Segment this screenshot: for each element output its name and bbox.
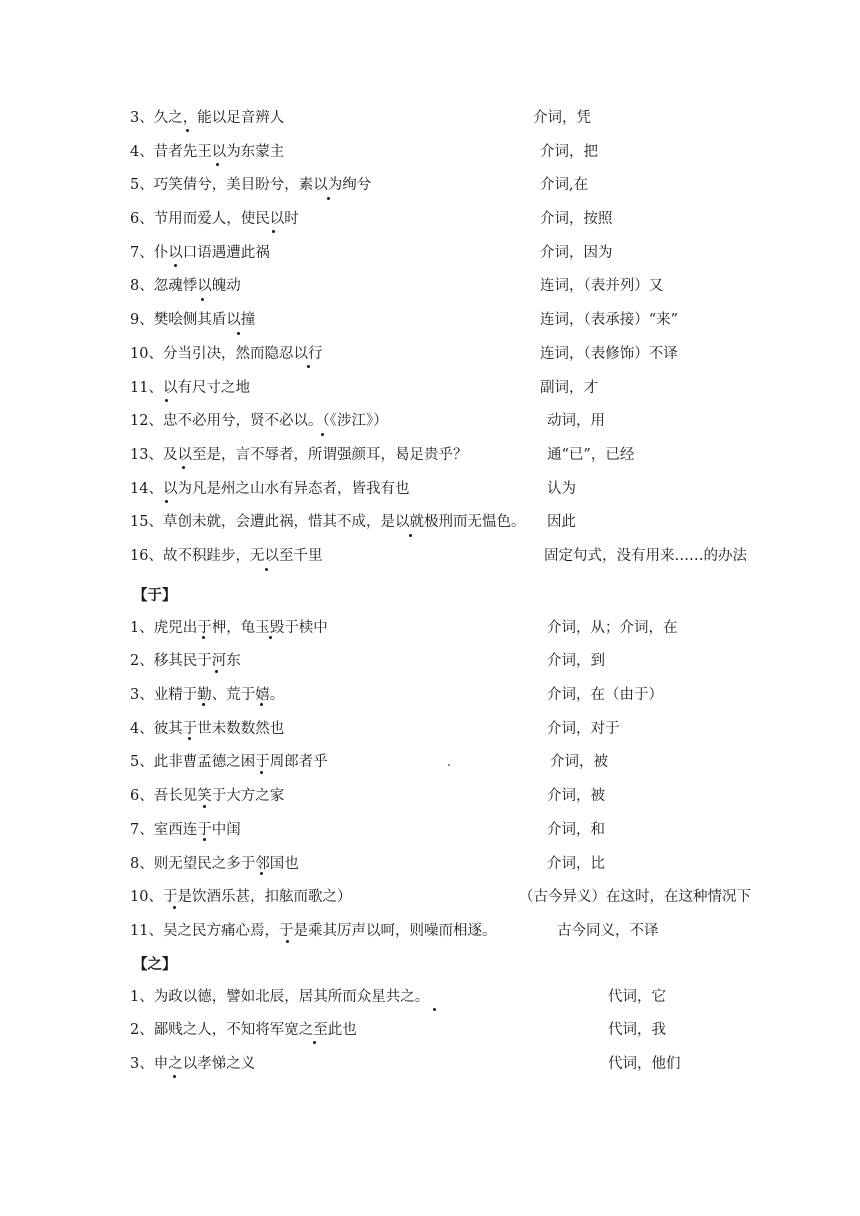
list-item xyxy=(0,712,860,746)
example-sentence: 3、久之，能以足音辨人 xyxy=(130,110,285,126)
section-heading xyxy=(0,946,860,980)
example-sentence: 14、以为凡是州之山水有异态者，皆我有也 xyxy=(130,480,410,497)
example-sentence: 11、以有尺寸之地 xyxy=(130,379,250,396)
word-explanation: 介词,在 xyxy=(540,177,589,194)
word-explanation: 代词，它 xyxy=(608,988,666,1005)
list-item xyxy=(0,914,860,948)
list-item xyxy=(0,880,860,914)
example-sentence: 10、分当引决，然而隐忍以行 xyxy=(130,345,323,362)
emphasis-dot xyxy=(216,163,219,166)
word-explanation: 介词，凭 xyxy=(533,110,591,126)
word-explanation: 代词，他们 xyxy=(608,1056,681,1073)
word-explanation: 介词，被 xyxy=(550,754,608,771)
example-sentence: 13、及以至是，言不辱者，所谓强颜耳，曷足贵乎？ xyxy=(130,446,468,463)
word-explanation: 连词，（表修饰）不译 xyxy=(540,345,678,362)
example-sentence: 10、于是饮酒乐甚，扣舷而歌之） xyxy=(130,889,352,906)
section-zhi xyxy=(0,946,860,1081)
word-explanation: 介词，因为 xyxy=(540,244,613,261)
example-sentence: 9、樊哙侧其盾以撞 xyxy=(130,312,256,329)
word-explanation: 古今同义，不译 xyxy=(557,922,659,939)
example-sentence: 2、移其民于河东 xyxy=(130,653,241,670)
list-item xyxy=(0,303,860,337)
example-sentence: 5、巧笑倩兮，美目盼兮，素以为绚兮 xyxy=(130,177,372,194)
emphasis-dot xyxy=(313,1041,316,1044)
list-item xyxy=(0,980,860,1014)
word-explanation: 连词，（表并列）又 xyxy=(540,278,664,295)
example-sentence: 8、则无望民之多于邻国也 xyxy=(130,855,299,872)
example-sentence: 2、鄙贱之人，不知将军宽之至此也 xyxy=(130,1022,357,1039)
example-sentence: 4、彼其于世未数数然也 xyxy=(130,720,285,737)
emphasis-dot xyxy=(260,872,263,875)
emphasis-dot xyxy=(327,197,330,200)
emphasis-dot xyxy=(269,636,272,639)
emphasis-dot xyxy=(272,230,275,233)
list-item xyxy=(0,779,860,813)
emphasis-dot xyxy=(433,1008,436,1011)
word-explanation: 认为 xyxy=(547,480,576,497)
emphasis-dot xyxy=(307,365,310,368)
word-explanation: 介词，对于 xyxy=(547,720,620,737)
stray-dot xyxy=(448,764,450,766)
example-sentence: 12、忠不必用兮，贤不必以。（《涉江》） xyxy=(130,413,388,430)
emphasis-dot xyxy=(237,332,240,335)
emphasis-dot xyxy=(165,399,168,402)
list-item xyxy=(0,505,860,539)
list-item xyxy=(0,101,860,135)
emphasis-dot xyxy=(260,771,263,774)
word-explanation: 介词，比 xyxy=(547,855,605,872)
list-item xyxy=(0,678,860,712)
example-sentence: 4、昔者先王以为东蒙主 xyxy=(130,143,285,160)
emphasis-dot xyxy=(186,129,189,132)
list-item xyxy=(0,1047,860,1081)
example-sentence: 8、忽魂悸以魄动 xyxy=(130,278,241,295)
emphasis-dot xyxy=(203,805,206,808)
list-item xyxy=(0,539,860,573)
example-sentence: 6、吾长见笑于大方之家 xyxy=(130,788,285,805)
emphasis-dot xyxy=(260,703,263,706)
list-item xyxy=(0,236,860,270)
list-item xyxy=(0,371,860,405)
list-item xyxy=(0,269,860,303)
example-sentence: 1、为政以德，譬如北辰，居其所而众星共之。 xyxy=(130,988,430,1005)
word-explanation: 固定句式，没有用来……的办法 xyxy=(544,547,747,564)
word-explanation: 介词，从；介词，在 xyxy=(547,619,678,636)
word-explanation: 介词，被 xyxy=(547,788,605,805)
list-item xyxy=(0,168,860,202)
example-sentence: 5、此非曹孟德之困于周郎者乎 xyxy=(130,754,328,771)
word-explanation: 介词，到 xyxy=(547,653,605,670)
section-yi xyxy=(0,101,860,573)
word-explanation: 介词，在（由于） xyxy=(547,687,663,704)
list-item xyxy=(0,202,860,236)
list-item xyxy=(0,745,860,779)
example-sentence: 3、业精于勤、荒于嬉。 xyxy=(130,687,285,704)
example-sentence: 15、草创未就，会遭此祸，惜其不成，是以就极刑而无愠色。 xyxy=(130,514,526,531)
word-explanation: 通“已”，已经 xyxy=(547,446,635,463)
word-explanation: 介词，按照 xyxy=(540,211,613,228)
emphasis-dot xyxy=(188,737,191,740)
emphasis-dot xyxy=(165,500,168,503)
list-item xyxy=(0,337,860,371)
example-sentence: 7、室西连于中闺 xyxy=(130,821,241,838)
emphasis-dot xyxy=(409,534,412,537)
emphasis-dot xyxy=(202,703,205,706)
word-explanation: 连词，（表承接）“来” xyxy=(540,312,679,329)
example-sentence: 3、申之以孝悌之义 xyxy=(130,1056,256,1073)
emphasis-dot xyxy=(265,568,268,571)
example-sentence: 6、节用而爱人，使民以时 xyxy=(130,211,299,228)
example-sentence: 1、虎兕出于柙，龟玉毁于椟中 xyxy=(130,619,328,636)
word-explanation: （古今异义）在这时，在这种情况下 xyxy=(519,889,751,906)
emphasis-dot xyxy=(201,298,204,301)
emphasis-dot xyxy=(215,670,218,673)
word-explanation: 代词，我 xyxy=(608,1022,666,1039)
section-yu xyxy=(0,577,860,948)
list-item xyxy=(0,438,860,472)
list-item xyxy=(0,847,860,881)
word-explanation: 副词，才 xyxy=(540,379,598,396)
list-item xyxy=(0,135,860,169)
emphasis-dot xyxy=(321,433,324,436)
list-item xyxy=(0,813,860,847)
word-explanation: 动词，用 xyxy=(547,413,605,430)
word-explanation: 因此 xyxy=(547,514,576,531)
list-item xyxy=(0,404,860,438)
list-item xyxy=(0,611,860,645)
list-item xyxy=(0,644,860,678)
example-sentence: 16、故不积跬步，无以至千里 xyxy=(130,547,323,564)
example-sentence: 7、仆以口语遇遭此祸 xyxy=(130,244,270,261)
word-explanation: 介词，和 xyxy=(547,821,605,838)
emphasis-dot xyxy=(173,906,176,909)
emphasis-dot xyxy=(182,466,185,469)
emphasis-dot xyxy=(173,1075,176,1078)
section-title: 【之】 xyxy=(133,956,177,973)
emphasis-dot xyxy=(203,838,206,841)
word-explanation: 介词，把 xyxy=(540,143,598,160)
emphasis-dot xyxy=(286,940,289,943)
emphasis-dot xyxy=(202,636,205,639)
section-heading xyxy=(0,577,860,611)
example-sentence: 11、吴之民方痛心焉，于是乘其厉声以呵，则噪而相逐。 xyxy=(130,922,497,939)
section-title: 【于】 xyxy=(133,587,177,604)
emphasis-dot xyxy=(174,264,177,267)
list-item xyxy=(0,472,860,506)
list-item xyxy=(0,1013,860,1047)
